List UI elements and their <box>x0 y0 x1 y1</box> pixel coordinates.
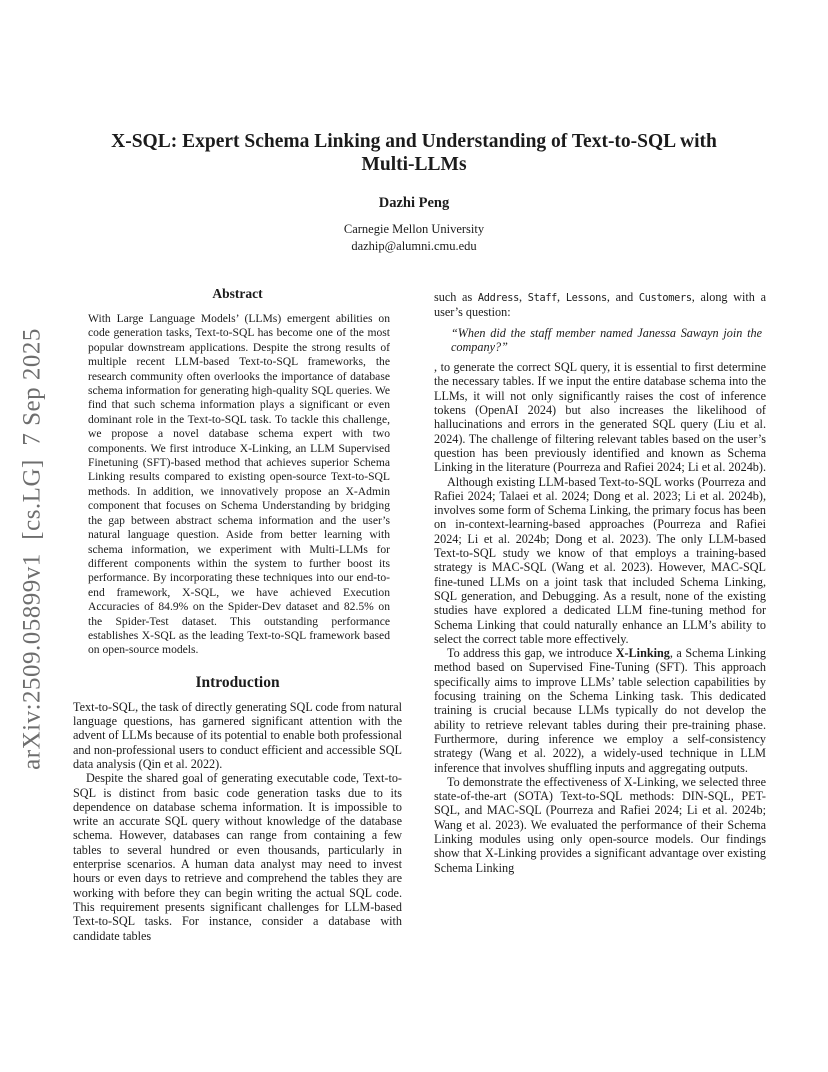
author-name: Dazhi Peng <box>378 195 450 211</box>
paper-header <box>0 130 828 254</box>
left-column <box>73 286 402 943</box>
arxiv-watermark: arXiv:2509.05899v1 [cs.LG] 7 Sep 2025 <box>18 328 46 770</box>
paragraph: Text-to-SQL, the task of directly generating SQL code from natural language questions, has garnered significant attention with the advent of LLMs because of its potential to enable both professional and non-professional users to conduct efficient and accessible SQL data analysis (Qin et al. 2022). <box>73 699 403 771</box>
right-column <box>434 290 766 875</box>
paragraph: Despite the shared goal of generating executable code, Text-to-SQL is distinct from basic code generation tasks due to its dependence on database schema information. It is impossible to write an accurate SQL query without knowledge of the database schema. However, databases can range from containing a few tables to several hundred or even thousands, particularly in enterprise scenarios. A human data analyst may need to invest hours or even days to retrieve and comprehend the tables they are working with before they can begin writing the actual SQL code. This requirement presents significant challenges for LLM-based Text-to-SQL tasks. For instance, consider a database with candidate tables <box>73 771 402 943</box>
table-name-code: Address <box>477 292 519 304</box>
paragraph: To demonstrate the effectiveness of X-Linking, we selected three state-of-the-art (SOTA) Text-to-SQL methods: DIN-SQL, PET-SQL, and MAC-SQL (Pourreza and Rafiei 2024; Li et al. 2024b; Wang et al. 2023). We evaluated the performance of their Schema Linking modules using only open-source models. Our findings show that X-Linking provides a significant advantage over existing Schema Linking <box>434 774 766 875</box>
paragraph: , to generate the correct SQL query, it is essential to first determine the necessary tables. If we input the entire database schema into the LLMs, it will not only significantly raises the cost of inference tokens (OpenAI 2024) but also increases the likelihood of hallucinations and errors in the generated SQL query (Liu et al. 2024). The challenge of filtering relevant tables based on the user’s question has been previously identified and known as Schema Linking in the literature (Pourreza and Rafiei 2024; Li et al. 2024b). <box>434 360 767 475</box>
table-name-code: Staff <box>527 292 558 304</box>
introduction-body-left <box>73 700 402 943</box>
table-name-code: Customers <box>638 292 692 304</box>
introduction-heading: Introduction <box>195 673 280 691</box>
abstract-body <box>73 312 402 658</box>
table-name-code: Lessons <box>565 292 607 304</box>
paragraph: With Large Language Models’ (LLMs) emergent abilities on code generation tasks, Text-to-SQL has become one of the most popular downstream applications. Despite the strong results of multiple recent LLM-based Text-to-SQL frameworks, the research community often overlooks the importance of database schema information for generating high-quality SQL queries. We find that such schema information plays a significant or even dominant role in the Text-to-SQL task. To tackle this challenge, we propose a novel database schema expert with two components. We first introduce X-Linking, an LLM Supervised Finetuning (SFT)-based method that achieves superior Schema Linking results compared to existing open-source Text-to-SQL methods. In addition, we innovatively propose an X-Admin component that focuses on Schema Understanding by bridging the gap between abstract schema information and the user’s natural language question. Aside from better learning with schema information, we experiment with Multi-LLMs for different components within the system to further boost its performance. By incorporating these techniques into our end-to-end framework, X-SQL, we have achieved Execution Accuracies of 84.9% on the Spider-Dev dataset and 82.5% on the Spider-Test dataset. This outstanding performance establishes X-SQL as the leading Text-to-SQL framework based on open-source models. <box>88 312 390 657</box>
author-affiliation: Carnegie Mellon University <box>343 222 485 236</box>
paragraph: such as Address, Staff, Lessons, and Customers, along with a user’s question: <box>434 290 767 320</box>
paragraph: Although existing LLM-based Text-to-SQL works (Pourreza and Rafiei 2024; Talaei et al. 2024; Dong et al. 2023; Li et al. 2024b), involves some form of Schema Linking, the primary focus has been on in-context-learning-based approaches (Pourreza and Rafiei 2024; Li et al. 2024b; Dong et al. 2023). The only LLM-based Text-to-SQL study we know of that employs a training-based strategy is MAC-SQL (Wang et al. 2023). However, MAC-SQL fine-tuned LLMs on a joint task that included Schema Linking, SQL generation, and Debugging. As a result, none of the existing studies have explored a dedicated LLM fine-tuning method for Schema Linking that could naturally enhance an LLM’s ability to select the correct table more effectively. <box>434 474 766 646</box>
author-email: dazhip@alumni.cmu.edu <box>351 239 477 253</box>
abstract-heading: Abstract <box>212 286 263 301</box>
paragraph: To address this gap, we introduce X-Linking, a Schema Linking method based on Supervised Fine-Tuning (SFT). This approach specifically aims to improve LLMs’ table selection capabilities by focusing training on the Schema Linking task. This dedicated training is crucial because LLMs typically do not develop the ability to retrieve relevant tables during their pre-training phase. Furthermore, during inference we employ a self-consistency strategy (Wang et al. 2022), a widely-used technique in LLM inference that involves shuffling inputs and aggregating outputs. <box>434 646 766 775</box>
paper-title: X-SQL: Expert Schema Linking and Understanding of Text-to-SQL with Multi-LLMs <box>111 131 717 175</box>
example-question-quote: “When did the staff member named Janessa Sawayn join the company?” <box>451 325 762 354</box>
emphasis-bold: X-Linking <box>615 646 670 661</box>
